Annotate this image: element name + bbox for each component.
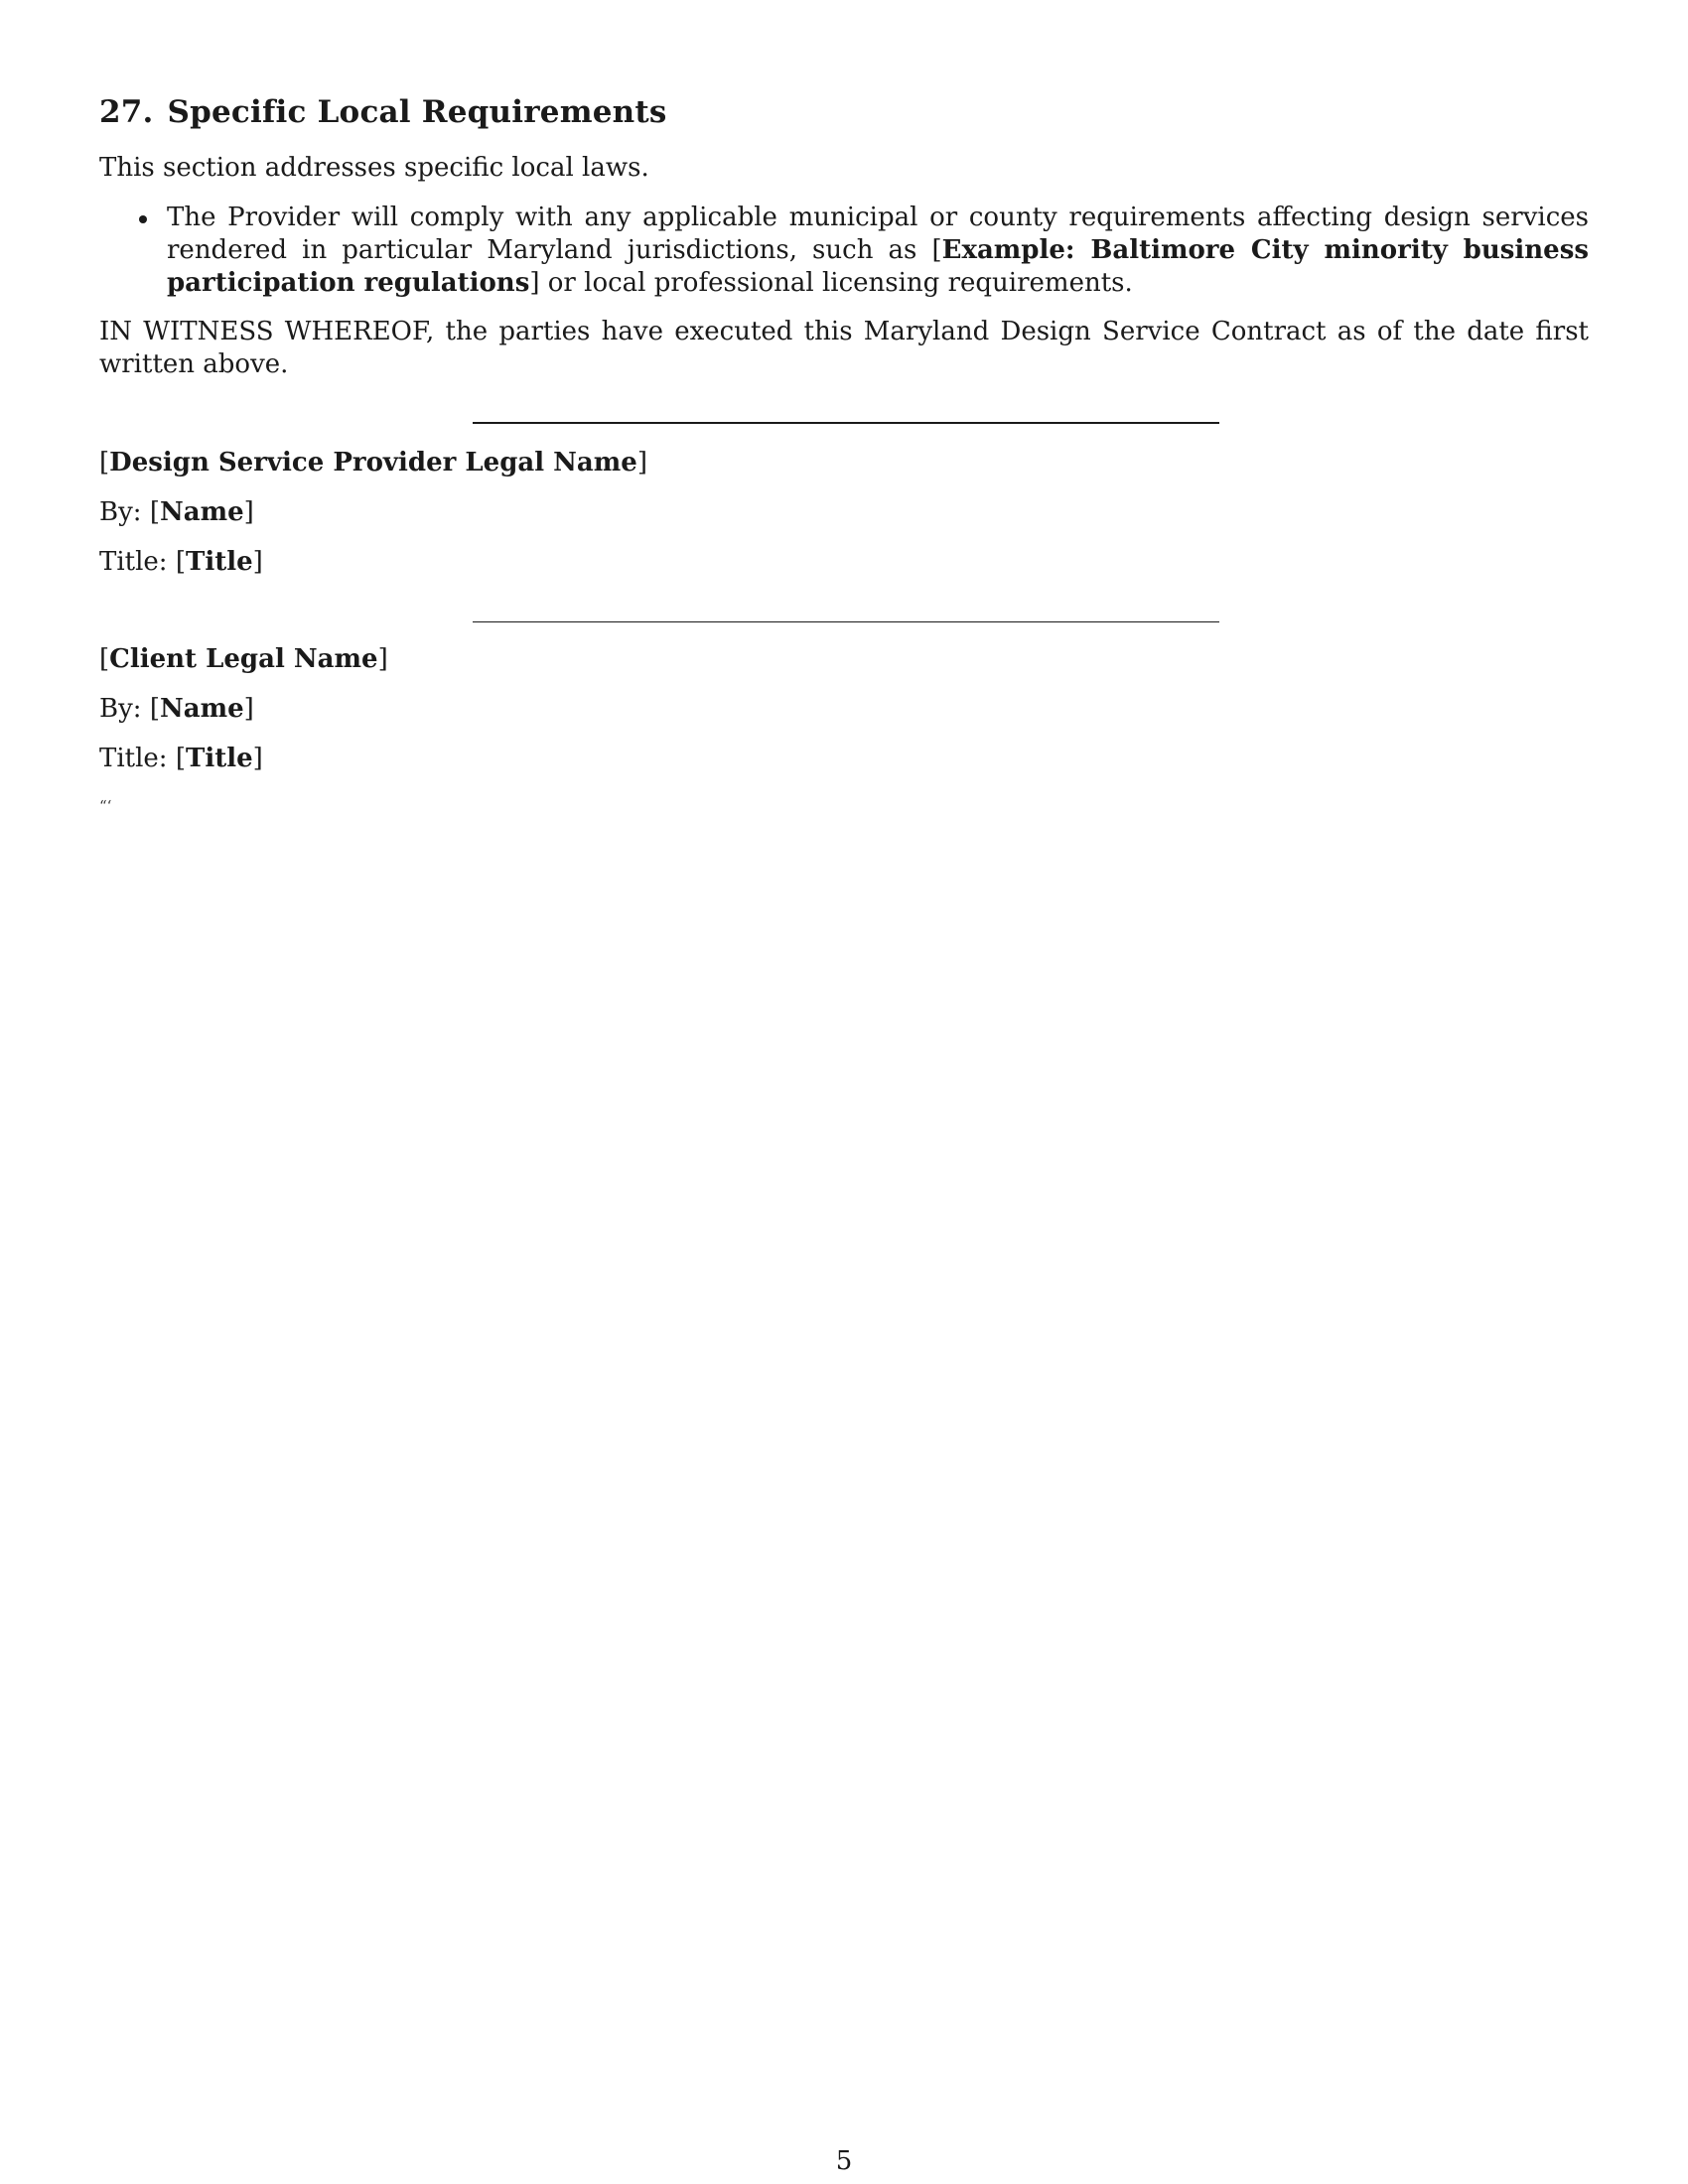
- section-intro: This section addresses specific local laws.: [99, 153, 649, 183]
- title-placeholder: Title: [186, 744, 253, 773]
- bullet-text-before: The Provider will comply with any applicable municipal or county requirements affecting design services rendered in particular Maryland jurisdictions, such as: [167, 203, 1589, 265]
- section-heading: [99, 94, 667, 130]
- provider-legal-name: [99, 447, 647, 479]
- stray-quote-mark: “‘: [99, 797, 112, 815]
- bracket-open: [: [99, 644, 110, 674]
- bracket-close: ]: [529, 268, 540, 298]
- bracket-close: ]: [636, 448, 647, 478]
- title-label: Title:: [99, 547, 176, 577]
- provider-signature-line: [473, 422, 1219, 424]
- section-number: 27.: [99, 94, 154, 130]
- page-number: 5: [835, 2146, 853, 2176]
- title-placeholder: Title: [186, 547, 253, 577]
- document-page: [99, 0, 1589, 2184]
- section-title: Specific Local Requirements: [167, 94, 667, 130]
- client-by-line: By: [Name]: [99, 694, 254, 724]
- bullet-icon: [139, 215, 147, 223]
- requirements-list: [99, 202, 1589, 300]
- by-label: By:: [99, 497, 150, 527]
- client-legal-name: [99, 643, 388, 676]
- provider-title-line: Title: [Title]: [99, 547, 263, 577]
- bracket-open: [: [931, 235, 942, 265]
- by-name-placeholder: Name: [159, 694, 244, 724]
- provider-by-line: By: [Name]: [99, 497, 254, 527]
- bracket-open: [: [99, 448, 110, 478]
- witness-clause: IN WITNESS WHEREOF, the parties have executed this Maryland Design Service Contract as of the date first written above.: [99, 317, 1589, 379]
- bullet-text-after: or local professional licensing requirements.: [539, 268, 1133, 298]
- by-name-placeholder: Name: [159, 497, 244, 527]
- title-label: Title:: [99, 744, 176, 773]
- by-label: By:: [99, 694, 150, 724]
- list-item: [99, 202, 1589, 300]
- client-signature-line: [473, 621, 1219, 622]
- client-title-line: Title: [Title]: [99, 744, 263, 773]
- bracket-close: ]: [377, 644, 388, 674]
- example-placeholder: Example: Baltimore City minority business participation regulations: [167, 235, 1589, 298]
- provider-name-placeholder: Design Service Provider Legal Name: [109, 448, 637, 478]
- client-name-placeholder: Client Legal Name: [109, 644, 378, 674]
